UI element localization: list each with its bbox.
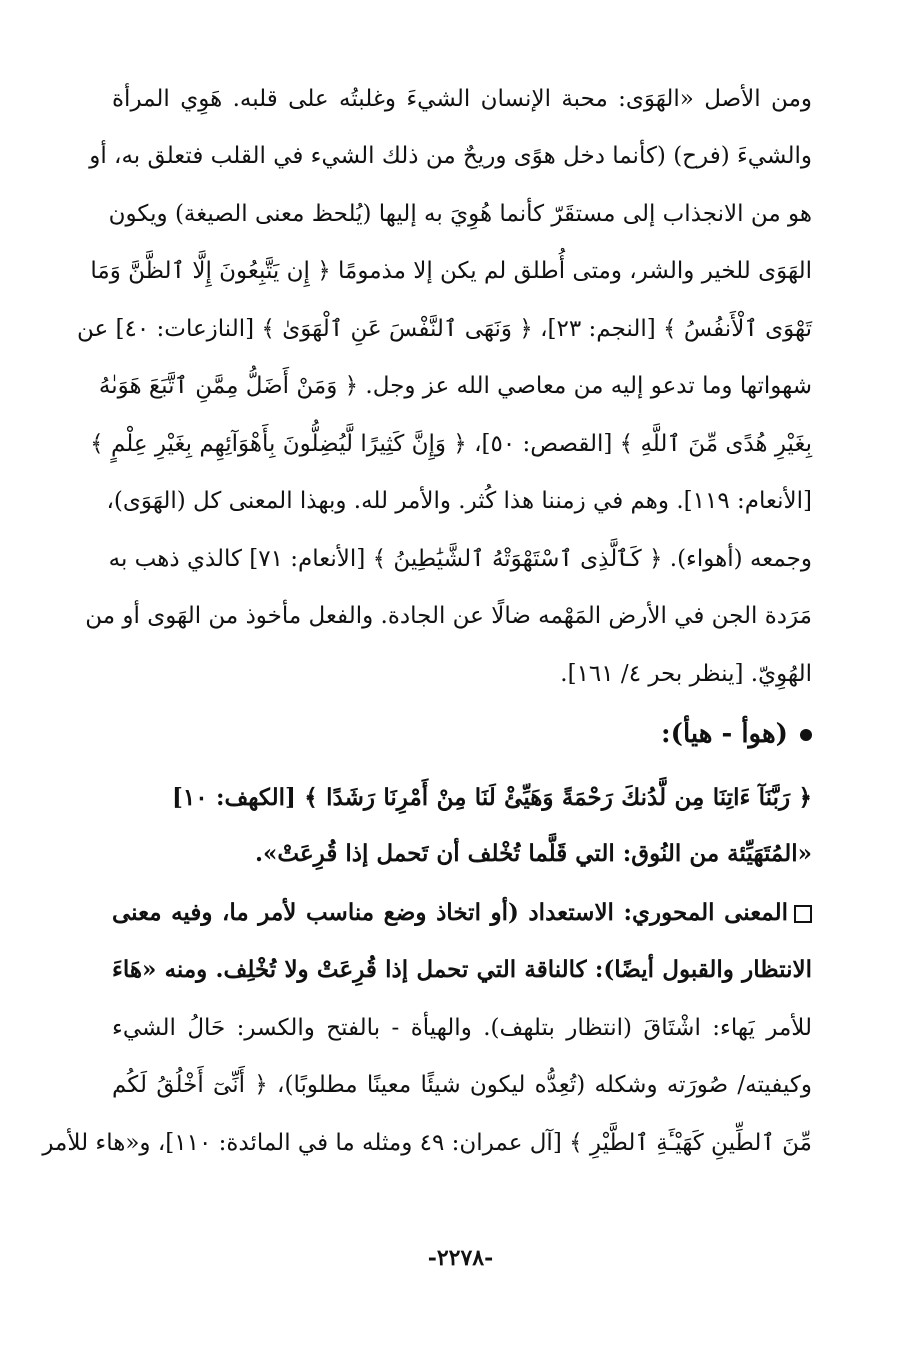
paragraph-line: والشيءَ (فرح) (كأنما دخل هوًى وريحٌ من ذلك الشيء في القلب فتعلق به، أو	[89, 143, 812, 169]
square-icon	[794, 905, 812, 923]
paragraph-line: ومن الأصل «الهَوَى: محبة الإنسان الشيءَ وغلبتُه على قلبه. هَوِي المرأة	[112, 86, 812, 112]
core-meaning-label: المعنى المحوري:	[623, 899, 788, 926]
paragraph-line: بِغَيْرِ هُدًى مِّنَ ٱللَّهِ ﴾ [القصص: ٥٠]، ﴿ وَإِنَّ كَثِيرًا لَّيُضِلُّونَ بِأَهْوَآئِهِم بِغَيْرِ عِلْمٍ ﴾	[90, 431, 812, 457]
paragraph-line: هو من الانجذاب إلى مستقَرّ كأنما هُوِيَ به إليها (يُلحظ معنى الصيغة) ويكون	[108, 201, 812, 227]
core-meaning-text: الانتظار والقبول أيضًا): كالناقة التي تحمل إذا قُرِعَتْ ولا تُخْلِف. ومنه «هَاءَ	[112, 956, 812, 983]
section-heading	[112, 709, 812, 759]
heading-text: (هوأ - هيأ):	[661, 719, 788, 749]
paragraph-line: تَهْوَى ٱلْأَنفُسُ ﴾ [النجم: ٢٣]، ﴿ وَنَهَى ٱلنَّفْسَ عَنِ ٱلْهَوَىٰ ﴾ [النازعات: ٤٠] عن	[76, 316, 812, 342]
core-meaning-line	[112, 945, 812, 995]
paragraph-line: الهُوِيّ. [ينظر بحر ٤/ ١٦١].	[560, 661, 812, 687]
paragraph-line: الهَوَى للخير والشر، ومتى أُطلق لم يكن إلا مذمومًا ﴿ إِن يَتَّبِعُونَ إِلَّا ٱلظَّنَّ وَمَا	[90, 258, 812, 284]
paragraph-line: [الأنعام: ١١٩]. وهم في زمننا هذا كُثر. والأمر لله. وبهذا المعنى كل (الهَوَى)،	[106, 488, 812, 514]
paragraph-line: مَرَدة الجن في الأرض المَهْمه ضالًا عن الجادة. والفعل مأخوذ من الهَوى أو من	[85, 603, 812, 629]
core-meaning-text: الاستعداد (أو اتخاذ وضع مناسب لأمر ما، وفيه معنى	[112, 899, 614, 926]
paragraph-line: للأمر يَهاء: اشْتَاقَ (انتظار بتلهف). والهيأة - بالفتح والكسر: حَالُ الشيء	[112, 1015, 812, 1041]
paragraph-line: شهواتها وما تدعو إليه من معاصي الله عز وجل. ﴿ وَمَنْ أَضَلُّ مِمَّنِ ٱتَّبَعَ هَوَىٰهُ	[98, 373, 812, 399]
bullet-icon	[800, 729, 812, 741]
quote-line: «المُتَهَيِّئة من النُوق: التي قَلَّما تُخْلف أن تَحمل إذا قُرِعَتْ».	[254, 840, 812, 867]
paragraph-line: وجمعه (أهواء). ﴿ كَٱلَّذِى ٱسْتَهْوَتْهُ ٱلشَّيَٰطِينُ ﴾ [الأنعام: ٧١] كالذي ذهب به	[108, 546, 812, 572]
page-number: -٢٢٧٨-	[427, 1245, 494, 1271]
core-meaning-line	[112, 888, 812, 938]
paragraph-line: وكيفيته/ صُورَته وشكله (تُعِدُّه ليكون شيئًا معينًا مطلوبًا)، ﴿ أَنِّىٓ أَخْلُقُ لَكُم	[112, 1072, 812, 1098]
paragraph-line: مِّنَ ٱلطِّينِ كَهَيْـَٔةِ ٱلطَّيْرِ ﴾ [آل عمران: ٤٩ ومثله ما في المائدة: ١١٠]، و«هاء للأمر	[42, 1130, 812, 1156]
verse-line: ﴿ رَبَّنَآ ءَاتِنَا مِن لَّدُنكَ رَحْمَةً وَهَيِّئْ لَنَا مِنْ أَمْرِنَا رَشَدًا ﴾ [الكهف: ١٠]	[172, 784, 812, 811]
